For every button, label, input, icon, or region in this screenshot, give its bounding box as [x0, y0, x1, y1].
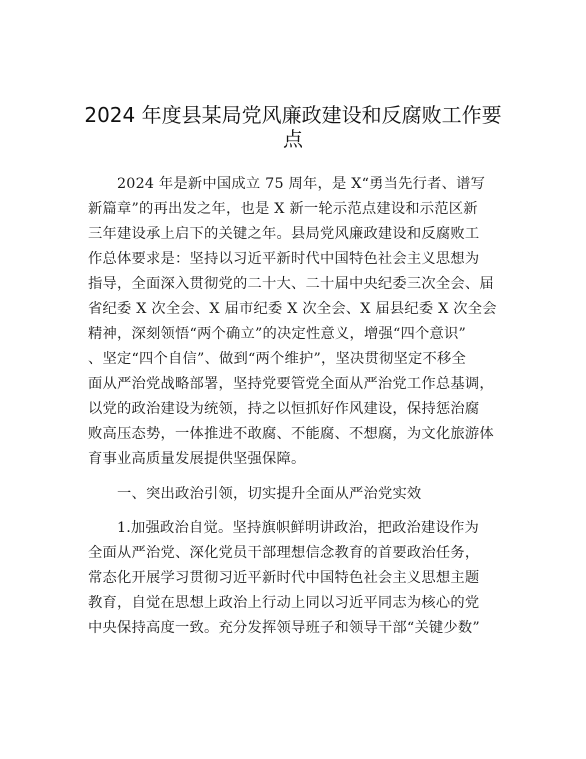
paragraph-line: 指导，全面深入贯彻党的二十大、二十届中央纪委三次全会、届 — [88, 276, 494, 292]
paragraph-line: 2024 年是新中国成立 75 周年，是 X“勇当先行者、谱写 — [117, 176, 486, 192]
paragraph-line: 育事业高质量发展提供坚强保障。 — [88, 451, 306, 467]
paragraph-line: 常态化开展学习贯彻习近平新时代中国特色社会主义思想主题 — [88, 570, 480, 586]
paragraph-line: 三年建设承上启下的关键之年。县局党风廉政建设和反腐败工 — [88, 226, 480, 242]
paragraph-line: 作总体要求是：坚持以习近平新时代中国特色社会主义思想为 — [88, 251, 480, 267]
paragraph-line: 全面从严治党、深化党员干部理想信念教育的首要政治任务， — [88, 545, 480, 561]
section-heading: 一、突出政治引领，切实提升全面从严治党实效 — [117, 486, 422, 502]
title-line-2: 点 — [283, 127, 303, 151]
paragraph-line: 败高压态势，一体推进不敢腐、不能腐、不想腐，为文化旅游体 — [88, 426, 494, 442]
paragraph-line: 精神，深刻领悟“两个确立”的决定性意义，增强“四个意识” — [88, 326, 466, 342]
paragraph-line: 中央保持高度一致。充分发挥领导班子和领导干部“关键少数” — [88, 620, 480, 636]
paragraph-line: 教育，自觉在思想上政治上行动上同以习近平同志为核心的党 — [88, 595, 480, 611]
paragraph-line: 、坚定“四个自信”、做到“两个维护”，坚决贯彻坚定不移全 — [88, 351, 466, 367]
paragraph-line: 以党的政治建设为统领，持之以恒抓好作风建设，保持惩治腐 — [88, 401, 480, 417]
title-line-1: 2024 年度县某局党风廉政建设和反腐败工作要 — [84, 103, 502, 127]
document-title — [78, 103, 508, 151]
paragraph-line: 省纪委 X 次全会、X 届市纪委 X 次全会、X 届县纪委 X 次全会 — [88, 301, 497, 317]
paragraph-line: 新篇章”的再出发之年，也是 X 新一轮示范点建设和示范区新 — [88, 201, 478, 217]
paragraph-line: 面从严治党战略部署，坚持党要管党全面从严治党工作总基调， — [88, 376, 494, 392]
paragraph-line: 1.加强政治自觉。坚持旗帜鲜明讲政治，把政治建设作为 — [117, 520, 479, 536]
